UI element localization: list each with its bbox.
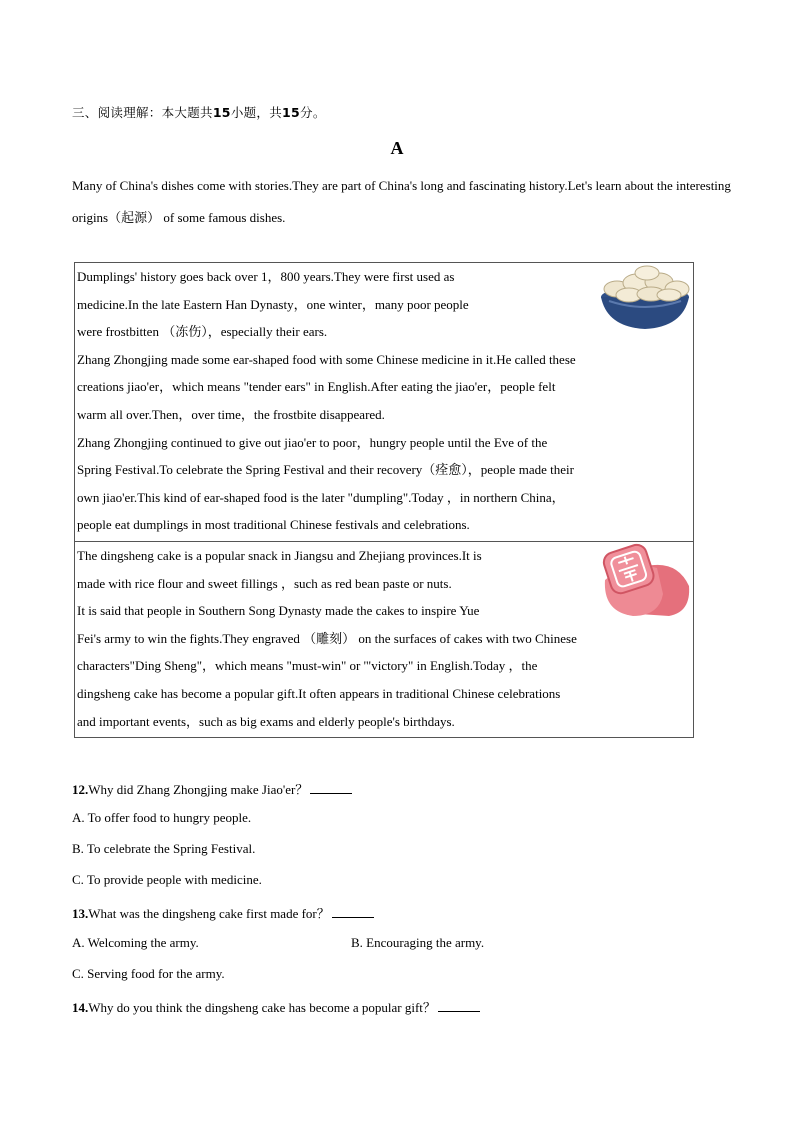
- panel-line: dingsheng cake has become a popular gift.It often appears in traditional Chinese celebrations: [77, 686, 561, 701]
- reading-box: [74, 262, 694, 738]
- section-suffix: 分。: [300, 105, 326, 120]
- panel-line: made with rice flour and sweet fillings ，such as red bean paste or nuts.: [77, 575, 452, 591]
- question-number: 14.: [72, 1000, 89, 1015]
- panel-line: The dingsheng cake is a popular snack in Jiangsu and Zhejiang provinces.It is: [77, 548, 482, 563]
- question-number: 13.: [72, 906, 89, 921]
- question-12: [72, 779, 352, 798]
- panel-line: characters"Ding Sheng"，which means "must-win" or '"victory" in English.Today ，the: [77, 658, 538, 674]
- option-c: C. Serving food for the army.: [72, 966, 225, 981]
- question-count: 15: [212, 105, 231, 120]
- panel-line: and important events，such as big exams and elderly people's birthdays.: [77, 713, 455, 729]
- answer-blank[interactable]: [438, 1001, 480, 1012]
- option-c: C. To provide people with medicine.: [72, 872, 262, 887]
- question-number: 12.: [72, 782, 89, 797]
- option-a: A. Welcoming the army.: [72, 935, 199, 950]
- panel-line: Fei's army to win the fights.They engraved （雕刻） on the surfaces of cakes with two Chinese: [77, 630, 577, 646]
- panel-line: were frostbitten （冻伤），especially their ears.: [77, 324, 328, 340]
- panel-line: Dumplings' history goes back over 1，800 years.They were first used as: [77, 269, 455, 284]
- panel-line: medicine.In the late Eastern Han Dynasty，one winter，many poor people: [77, 296, 469, 312]
- dingsheng-cake-icon: [599, 542, 691, 618]
- panel-line: Zhang Zhongjing made some ear-shaped food with some Chinese medicine in it.He called these: [77, 351, 576, 367]
- question-text: Why did Zhang Zhongjing make Jiao'er？: [88, 782, 309, 797]
- question-text: Why do you think the dingsheng cake has become a popular gift？: [88, 1000, 436, 1015]
- option-a: A. To offer food to hungry people.: [72, 810, 252, 825]
- section-middle: 小题，共: [230, 105, 283, 120]
- question-13: [72, 903, 374, 922]
- question-14: [72, 997, 480, 1016]
- panel-line: people eat dumplings in most traditional Chinese festivals and celebrations.: [77, 517, 470, 533]
- answer-blank[interactable]: [310, 783, 352, 794]
- passage-title: A: [390, 138, 404, 158]
- dingsheng-panel: [75, 542, 693, 737]
- section-prefix: 三、阅读理解：本大题共: [72, 105, 213, 120]
- dumplings-bowl-icon: [599, 265, 691, 331]
- panel-line: warm all over.Then，over time，the frostbite disappeared.: [77, 407, 385, 422]
- passage-intro: Many of China's dishes come with stories.They are part of China's long and fascinating history.Let's learn about the interesting origins（起源） of some famous dishes.: [72, 178, 731, 225]
- panel-line: creations jiao'er，which means "tender ears" in English.After eating the jiao'er，people felt: [77, 379, 556, 395]
- panel-line: Spring Festival.To celebrate the Spring Festival and their recovery（痊愈），people made their: [77, 462, 574, 478]
- answer-blank[interactable]: [332, 907, 374, 918]
- panel-line: It is said that people in Southern Song Dynasty made the cakes to inspire Yue: [77, 603, 480, 619]
- option-b: B. To celebrate the Spring Festival.: [72, 841, 256, 856]
- section-heading: [72, 103, 326, 121]
- question-text: What was the dingsheng cake first made for？: [88, 906, 330, 921]
- option-b: B. Encouraging the army.: [351, 935, 485, 950]
- dumplings-panel: [75, 263, 693, 542]
- panel-line: Zhang Zhongjing continued to give out jiao'er to poor，hungry people until the Eve of the: [77, 434, 548, 450]
- total-score: 15: [282, 105, 301, 120]
- panel-line: own jiao'er.This kind of ear-shaped food is the later "dumpling".Today ，in northern China，: [77, 489, 565, 505]
